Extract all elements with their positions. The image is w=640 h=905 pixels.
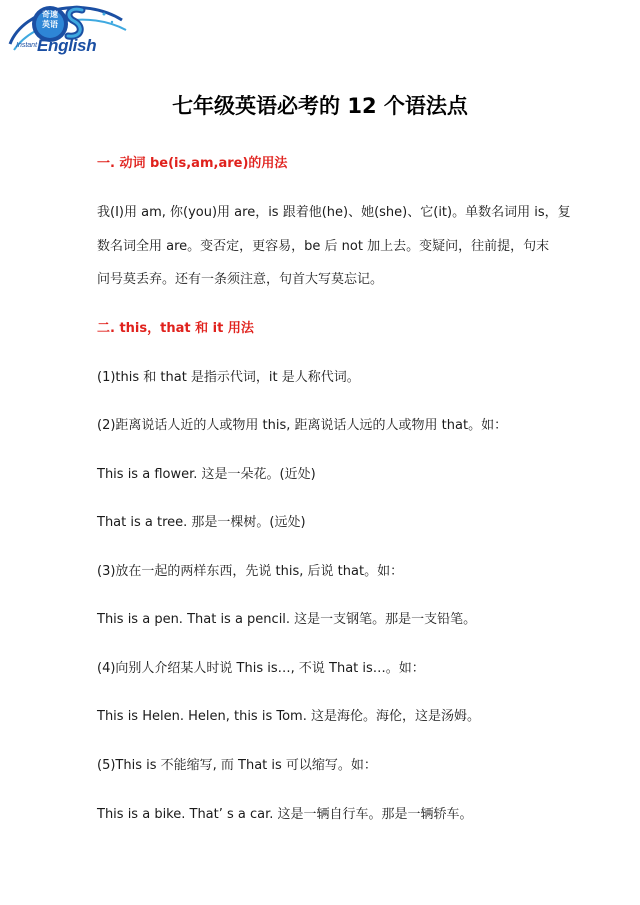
instant-english-logo <box>4 0 130 66</box>
paragraph-line: (2)距离说话人近的人或物用 this, 距离说话人远的人或物用 that。如： <box>97 418 508 433</box>
paragraph-line: (5)This is 不能缩写, 而 That is 可以缩写。如： <box>97 758 377 773</box>
paragraph-line: (1)this 和 that 是指示代词，it 是人称代词。 <box>97 370 360 385</box>
logo-instant-text: Instant <box>16 42 38 49</box>
paragraph-line: 问号莫丢弃。还有一条须注意，句首大写莫忘记。 <box>97 272 384 287</box>
paragraph-line: 我(I)用 am, 你(you)用 are，is 跟着他(he)、她(she)、它(it)。单数名词用 is，复 <box>97 205 571 220</box>
example-line: That is a tree. 那是一棵树。(远处) <box>97 515 306 530</box>
section-heading: 二. this，that 和 it 用法 <box>97 321 254 336</box>
document-title: 七年级英语必考的 12 个语法点 <box>172 94 468 118</box>
paragraph-line: 数名词全用 are。变否定，更容易，be 后 not 加上去。变疑问，往前提，句末 <box>97 239 550 254</box>
example-line: This is Helen. Helen, this is Tom. 这是海伦。海伦，这是汤姆。 <box>97 709 480 724</box>
logo-chinese-text: 奇速 英语 <box>42 10 58 29</box>
paragraph-line: (4)向别人介绍某人时说 This is…, 不说 That is…。如： <box>97 661 425 676</box>
logo-english-text: English <box>37 36 97 55</box>
example-line: This is a pen. That is a pencil. 这是一支钢笔。那是一支铅笔。 <box>97 612 477 627</box>
example-line: This is a bike. That’ s a car. 这是一辆自行车。那是一辆轿车。 <box>97 807 473 822</box>
example-line: This is a flower. 这是一朵花。(近处) <box>97 467 316 482</box>
section-heading: 一. 动词 be(is,am,are)的用法 <box>97 156 288 171</box>
logo-emblem-icon <box>4 0 130 66</box>
paragraph-line: (3)放在一起的两样东西，先说 this, 后说 that。如： <box>97 564 404 579</box>
